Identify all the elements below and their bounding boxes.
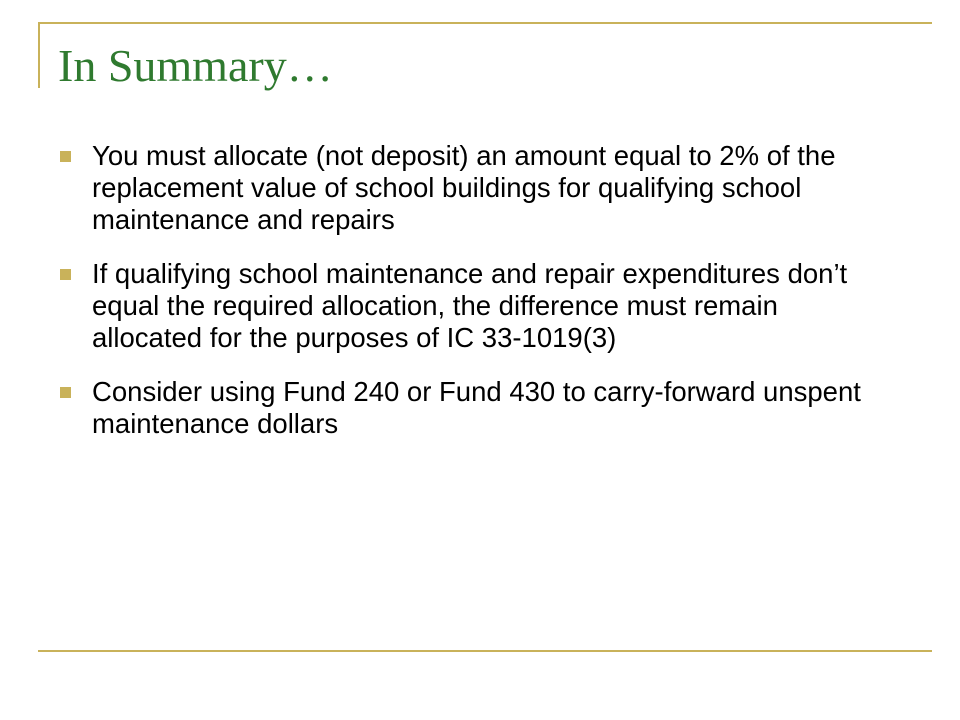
bullet-item (58, 140, 888, 236)
bullet-text: You must allocate (not deposit) an amount equal to 2% of the replacement value of school buildings for qualifying school maintenance and repairs (92, 140, 836, 235)
square-bullet-icon (60, 151, 71, 162)
slide-title: In Summary… (58, 40, 333, 91)
bullet-list (58, 140, 888, 462)
bottom-rule (38, 650, 932, 652)
bullet-text: If qualifying school maintenance and repair expenditures don’t equal the required allocation, the difference must remain allocated for the purposes of IC 33-1019(3) (92, 258, 848, 353)
top-rule (38, 22, 932, 24)
bullet-text: Consider using Fund 240 or Fund 430 to carry-forward unspent maintenance dollars (92, 376, 861, 439)
square-bullet-icon (60, 387, 71, 398)
square-bullet-icon (60, 269, 71, 280)
left-rule (38, 22, 40, 88)
bullet-item (58, 376, 888, 440)
bullet-item (58, 258, 888, 354)
